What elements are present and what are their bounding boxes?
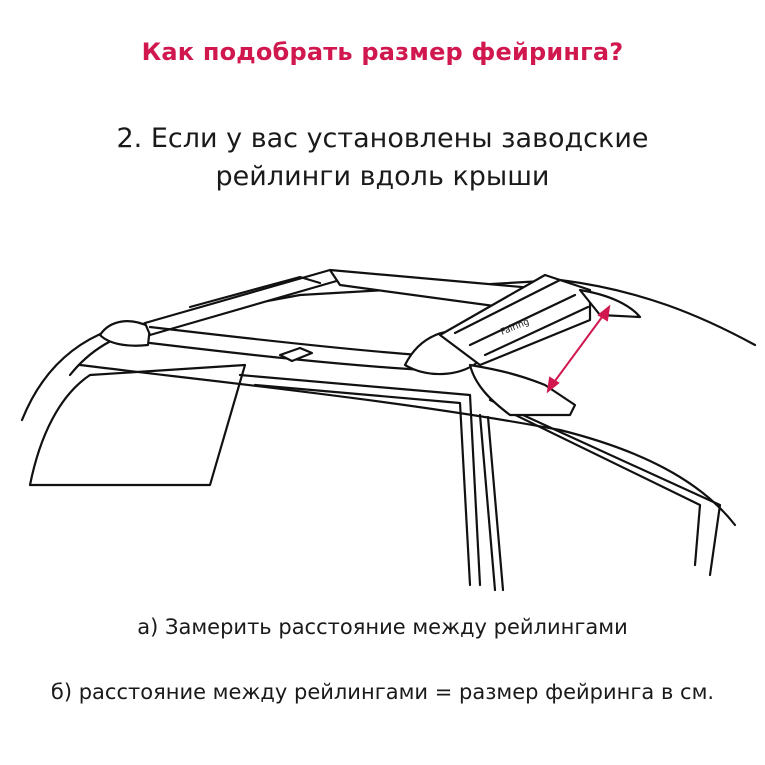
rear-rail-end (470, 365, 575, 415)
subtitle-line-2: рейлинги вдоль крыши (215, 161, 550, 192)
rear-window-inner (505, 410, 700, 565)
front-window (240, 375, 480, 585)
subtitle-line-1: 2. Если у вас установлены заводские (116, 123, 649, 154)
fairing-brand-mark: Fairing (499, 317, 531, 338)
roof-edge (22, 280, 755, 420)
caption-a: а) Замерить расстояние между рейлингами (137, 615, 628, 639)
front-window-inner (255, 385, 470, 585)
right-rail (150, 327, 425, 370)
door-pillar-2 (488, 417, 503, 590)
door-pillar (480, 415, 495, 590)
page-title: Как подобрать размер фейринга? (141, 38, 624, 66)
subtitle (60, 120, 705, 196)
caption-b: б) расстояние между рейлингами = размер фейринга в см. (50, 680, 715, 704)
car-roof-illustration (0, 235, 765, 595)
rear-window (490, 400, 720, 575)
windshield (30, 365, 245, 485)
